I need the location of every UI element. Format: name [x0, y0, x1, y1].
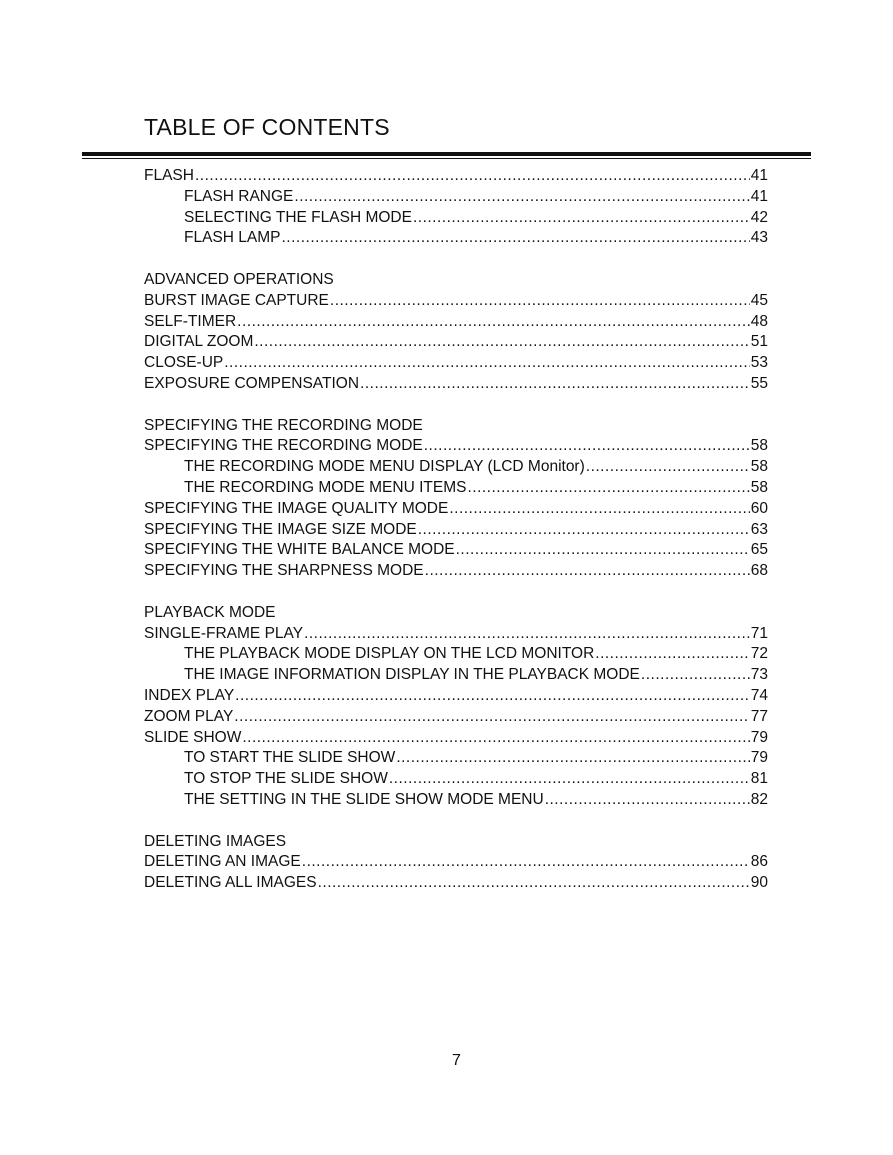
toc-entry[interactable] — [144, 332, 768, 353]
toc-entry[interactable] — [144, 312, 768, 333]
toc-entry[interactable] — [144, 748, 768, 769]
dot-leader — [456, 540, 750, 561]
toc-entry[interactable] — [144, 499, 768, 520]
toc-entry-label: SPECIFYING THE IMAGE QUALITY MODE — [144, 499, 449, 517]
toc-entry[interactable] — [144, 790, 768, 811]
toc-entry-page: 81 — [750, 770, 768, 788]
toc-entry[interactable] — [144, 166, 768, 187]
toc-entry[interactable] — [144, 457, 768, 478]
toc-entry-page: 90 — [750, 874, 768, 892]
toc-entry-page: 42 — [750, 208, 768, 226]
toc-entry-label: SINGLE-FRAME PLAY — [144, 624, 304, 642]
toc-entry-page: 79 — [750, 728, 768, 746]
toc-entry-label: DIGITAL ZOOM — [144, 333, 254, 351]
table-of-contents — [144, 166, 768, 894]
toc-entry-page: 41 — [750, 167, 768, 184]
dot-leader — [242, 728, 749, 749]
dot-leader — [595, 644, 749, 665]
toc-entry[interactable] — [144, 852, 768, 873]
dot-leader — [418, 520, 750, 541]
dot-leader — [234, 707, 749, 728]
toc-entry-label: SPECIFYING THE RECORDING MODE — [144, 437, 423, 455]
toc-entry[interactable] — [144, 873, 768, 894]
toc-entry[interactable] — [144, 208, 768, 229]
page-number: 7 — [452, 1052, 461, 1069]
dot-leader — [360, 374, 750, 395]
section-heading: DELETING IMAGES — [144, 832, 287, 850]
dot-leader — [237, 312, 750, 333]
toc-entry-label: ZOOM PLAY — [144, 707, 234, 725]
toc-entry-label: THE IMAGE INFORMATION DISPLAY IN THE PLAYBACK MODE — [184, 666, 640, 684]
toc-entry-label: THE RECORDING MODE MENU DISPLAY (LCD Monitor) — [184, 458, 585, 476]
dot-leader — [318, 873, 750, 894]
toc-entry[interactable] — [144, 478, 768, 499]
toc-entry-label: SELF-TIMER — [144, 312, 237, 330]
dot-leader — [641, 665, 750, 686]
toc-entry-label: TO STOP THE SLIDE SHOW — [184, 770, 388, 788]
dot-leader — [330, 291, 750, 312]
page-title: TABLE OF CONTENTS — [144, 114, 390, 140]
toc-entry[interactable] — [144, 665, 768, 686]
toc-entry-page: 74 — [750, 686, 768, 704]
toc-entry-label: FLASH LAMP — [184, 229, 281, 247]
toc-entry-page: 71 — [750, 624, 768, 642]
dot-leader — [294, 187, 749, 208]
section-spacer — [144, 811, 768, 832]
section-heading: ADVANCED OPERATIONS — [144, 270, 334, 288]
toc-entry[interactable] — [144, 561, 768, 582]
dot-leader — [467, 478, 749, 499]
toc-entry-page: 60 — [750, 499, 768, 517]
toc-entry-page: 86 — [750, 853, 768, 871]
dot-leader — [195, 166, 750, 187]
toc-entry-label: SPECIFYING THE IMAGE SIZE MODE — [144, 520, 417, 538]
toc-entry-page: 55 — [750, 374, 768, 392]
toc-entry-label: THE RECORDING MODE MENU ITEMS — [184, 478, 467, 496]
toc-entry[interactable] — [144, 291, 768, 312]
dot-leader — [235, 686, 750, 707]
toc-entry-page: 73 — [750, 666, 768, 684]
toc-entry-page: 65 — [750, 541, 768, 559]
title-rule-thick — [82, 152, 811, 156]
toc-entry[interactable] — [144, 540, 768, 561]
toc-entry-label: SELECTING THE FLASH MODE — [184, 208, 412, 226]
dot-leader — [281, 228, 749, 249]
section-spacer — [144, 582, 768, 603]
toc-entry[interactable] — [144, 686, 768, 707]
toc-entry-page: 58 — [750, 478, 768, 496]
toc-entry[interactable] — [144, 436, 768, 457]
dot-leader — [586, 457, 750, 478]
dot-leader — [254, 332, 749, 353]
toc-entry-page: 48 — [750, 312, 768, 330]
toc-entry-page: 43 — [750, 229, 768, 247]
toc-entry[interactable] — [144, 228, 768, 249]
toc-entry-label: INDEX PLAY — [144, 686, 235, 704]
toc-entry-label: THE PLAYBACK MODE DISPLAY ON THE LCD MONITOR — [184, 645, 595, 663]
dot-leader — [302, 852, 750, 873]
toc-entry[interactable] — [144, 187, 768, 208]
toc-entry-page: 72 — [750, 645, 768, 663]
dot-leader — [545, 790, 750, 811]
toc-entry-label: DELETING AN IMAGE — [144, 853, 301, 871]
toc-entry-page: 82 — [750, 790, 768, 808]
toc-entry[interactable] — [144, 520, 768, 541]
section-spacer — [144, 395, 768, 416]
toc-entry-page: 51 — [750, 333, 768, 351]
toc-entry-label: CLOSE-UP — [144, 354, 224, 372]
toc-entry-label: FLASH — [144, 167, 194, 184]
toc-entry-label: FLASH RANGE — [184, 187, 294, 205]
toc-entry-page: 68 — [750, 562, 768, 580]
section-heading: PLAYBACK MODE — [144, 603, 276, 621]
section-heading: SPECIFYING THE RECORDING MODE — [144, 416, 423, 434]
section-spacer — [144, 249, 768, 270]
toc-entry[interactable] — [144, 728, 768, 749]
dot-leader — [304, 624, 750, 645]
dot-leader — [413, 208, 750, 229]
dot-leader — [449, 499, 749, 520]
dot-leader — [224, 353, 750, 374]
dot-leader — [424, 436, 750, 457]
toc-entry[interactable] — [144, 769, 768, 790]
toc-entry-page: 58 — [750, 437, 768, 455]
toc-entry-label: THE SETTING IN THE SLIDE SHOW MODE MENU — [184, 790, 544, 808]
toc-entry-label: SLIDE SHOW — [144, 728, 242, 746]
toc-entry-page: 53 — [750, 354, 768, 372]
toc-entry-page: 77 — [750, 707, 768, 725]
toc-entry-label: SPECIFYING THE SHARPNESS MODE — [144, 562, 424, 580]
toc-entry-page: 58 — [750, 458, 768, 476]
dot-leader — [396, 748, 749, 769]
toc-entry-label: SPECIFYING THE WHITE BALANCE MODE — [144, 541, 455, 559]
toc-entry-page: 41 — [750, 187, 768, 205]
toc-entry[interactable] — [144, 353, 768, 374]
toc-entry-label: TO START THE SLIDE SHOW — [184, 749, 396, 767]
toc-entry[interactable] — [144, 707, 768, 728]
toc-entry-page: 79 — [750, 749, 768, 767]
title-rule-thin — [82, 158, 811, 159]
toc-entry-label: EXPOSURE COMPENSATION — [144, 374, 360, 392]
dot-leader — [425, 561, 750, 582]
toc-entry-label: DELETING ALL IMAGES — [144, 874, 317, 892]
toc-entry[interactable] — [144, 374, 768, 395]
toc-entry-label: BURST IMAGE CAPTURE — [144, 291, 329, 309]
toc-entry[interactable] — [144, 644, 768, 665]
toc-entry-page: 63 — [750, 520, 768, 538]
toc-entry[interactable] — [144, 624, 768, 645]
dot-leader — [389, 769, 750, 790]
toc-entry-page: 45 — [750, 291, 768, 309]
